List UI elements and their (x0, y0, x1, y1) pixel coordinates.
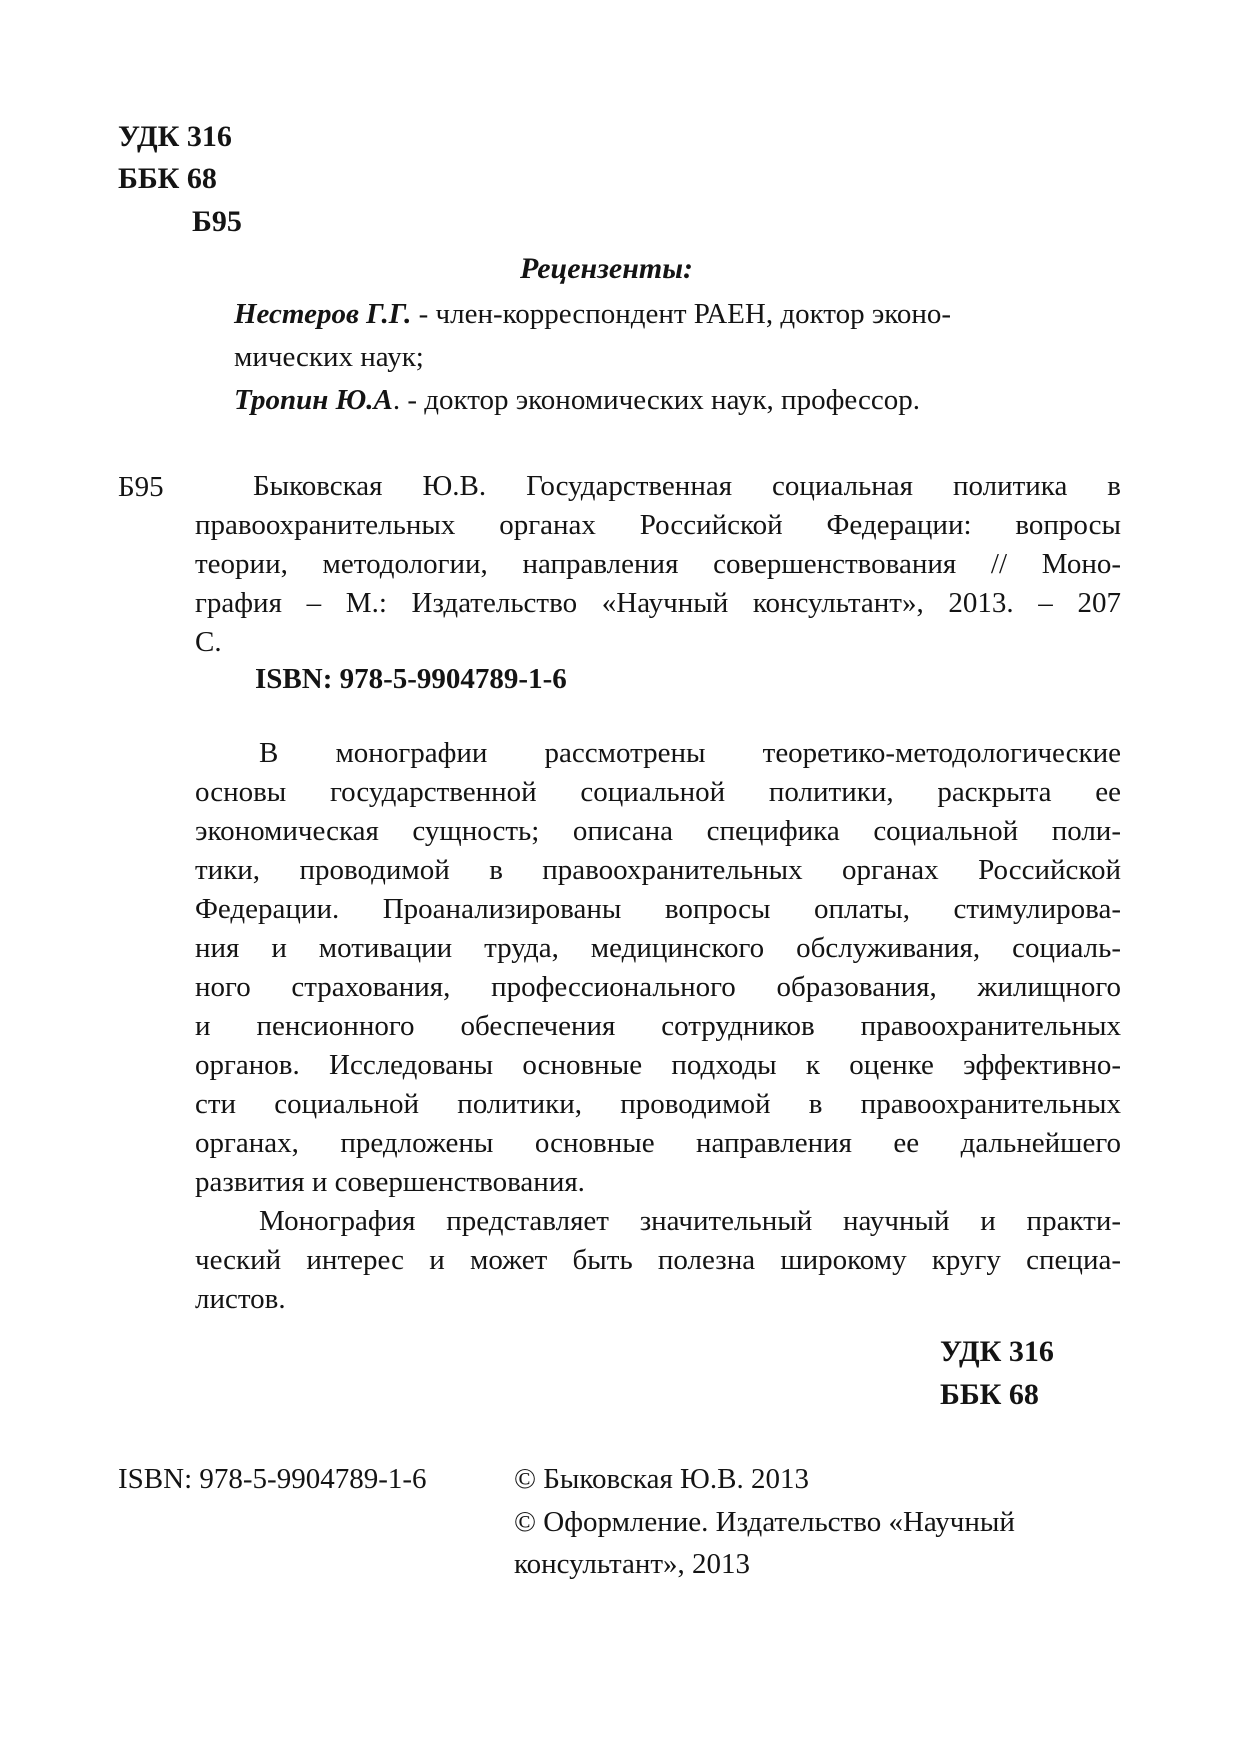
bbk-code: ББК 68 (118, 162, 217, 195)
bibliography-mark: Б95 (118, 471, 164, 503)
copyright-author: © Быковская Ю.В. 2013 (514, 1463, 809, 1495)
copyright-design-cont: консультант», 2013 (514, 1548, 751, 1580)
abstract-line: развития и совершенствования. (195, 1166, 585, 1198)
abstract-line: листов. (195, 1283, 286, 1315)
abstract-line: ния и мотивации труда, медицинского обслуживания, социаль- (195, 932, 1121, 964)
abstract-line: и пенсионного обеспечения сотрудников правоохранительных (195, 1010, 1121, 1042)
reviewer-1-description: член-корреспондент РАЕН, доктор эконо- (435, 298, 952, 330)
reviewer-1 (234, 295, 951, 333)
abstract-line: Монография представляет значительный научный и практи- (259, 1205, 1121, 1237)
abstract-line: Федерации. Проанализированы вопросы оплаты, стимулирова- (195, 893, 1121, 925)
abstract-line: ного страхования, профессионального образования, жилищного (195, 971, 1121, 1003)
udk-code: УДК 316 (118, 120, 232, 153)
bibliography-line: теории, методологии, направления совершенствования // Моно- (195, 548, 1121, 580)
abstract-line: В монографии рассмотрены теоретико-методологические (259, 737, 1121, 769)
abstract (195, 734, 1121, 1319)
bibliography-line: правоохранительных органах Российской Федерации: вопросы (195, 509, 1121, 541)
reviewer-1-separator: - (411, 298, 436, 330)
bibliography-entry (195, 467, 1121, 662)
reviewers-heading: Рецензенты: (520, 252, 694, 285)
abstract-line: ческий интерес и может быть полезна широкому кругу специа- (195, 1244, 1121, 1276)
bibliography-line: С. (195, 626, 222, 658)
reviewer-2-description: . - доктор экономических наук, профессор. (392, 384, 920, 416)
abstract-line: сти социальной политики, проводимой в правоохранительных (195, 1088, 1121, 1120)
bibliography-isbn: ISBN: 978-5-9904789-1-6 (255, 663, 567, 695)
author-mark: Б95 (192, 205, 242, 238)
abstract-line: органах, предложены основные направления ее дальнейшего (195, 1127, 1121, 1159)
bibliography-line: графия – М.: Издательство «Научный консультант», 2013. – 207 (195, 587, 1121, 619)
footer-bbk-code: ББК 68 (940, 1378, 1039, 1411)
reviewer-2 (234, 381, 920, 419)
abstract-line: экономическая сущность; описана специфика социальной поли- (195, 815, 1121, 847)
abstract-line: основы государственной социальной политики, раскрыта ее (195, 776, 1121, 808)
reviewer-2-name: Тропин Ю.А (234, 384, 393, 416)
abstract-line: органов. Исследованы основные подходы к оценке эффективно- (195, 1049, 1121, 1081)
copyright-design: © Оформление. Издательство «Научный (514, 1506, 1015, 1538)
bibliography-line: Быковская Ю.В. Государственная социальная политика в (253, 470, 1121, 502)
footer-udk-code: УДК 316 (940, 1335, 1054, 1368)
copyright-isbn: ISBN: 978-5-9904789-1-6 (118, 1463, 427, 1495)
reviewer-1-name: Нестеров Г.Г. (234, 298, 412, 330)
abstract-line: тики, проводимой в правоохранительных органах Российской (195, 854, 1121, 886)
reviewer-1-description-cont: мических наук; (234, 341, 424, 373)
